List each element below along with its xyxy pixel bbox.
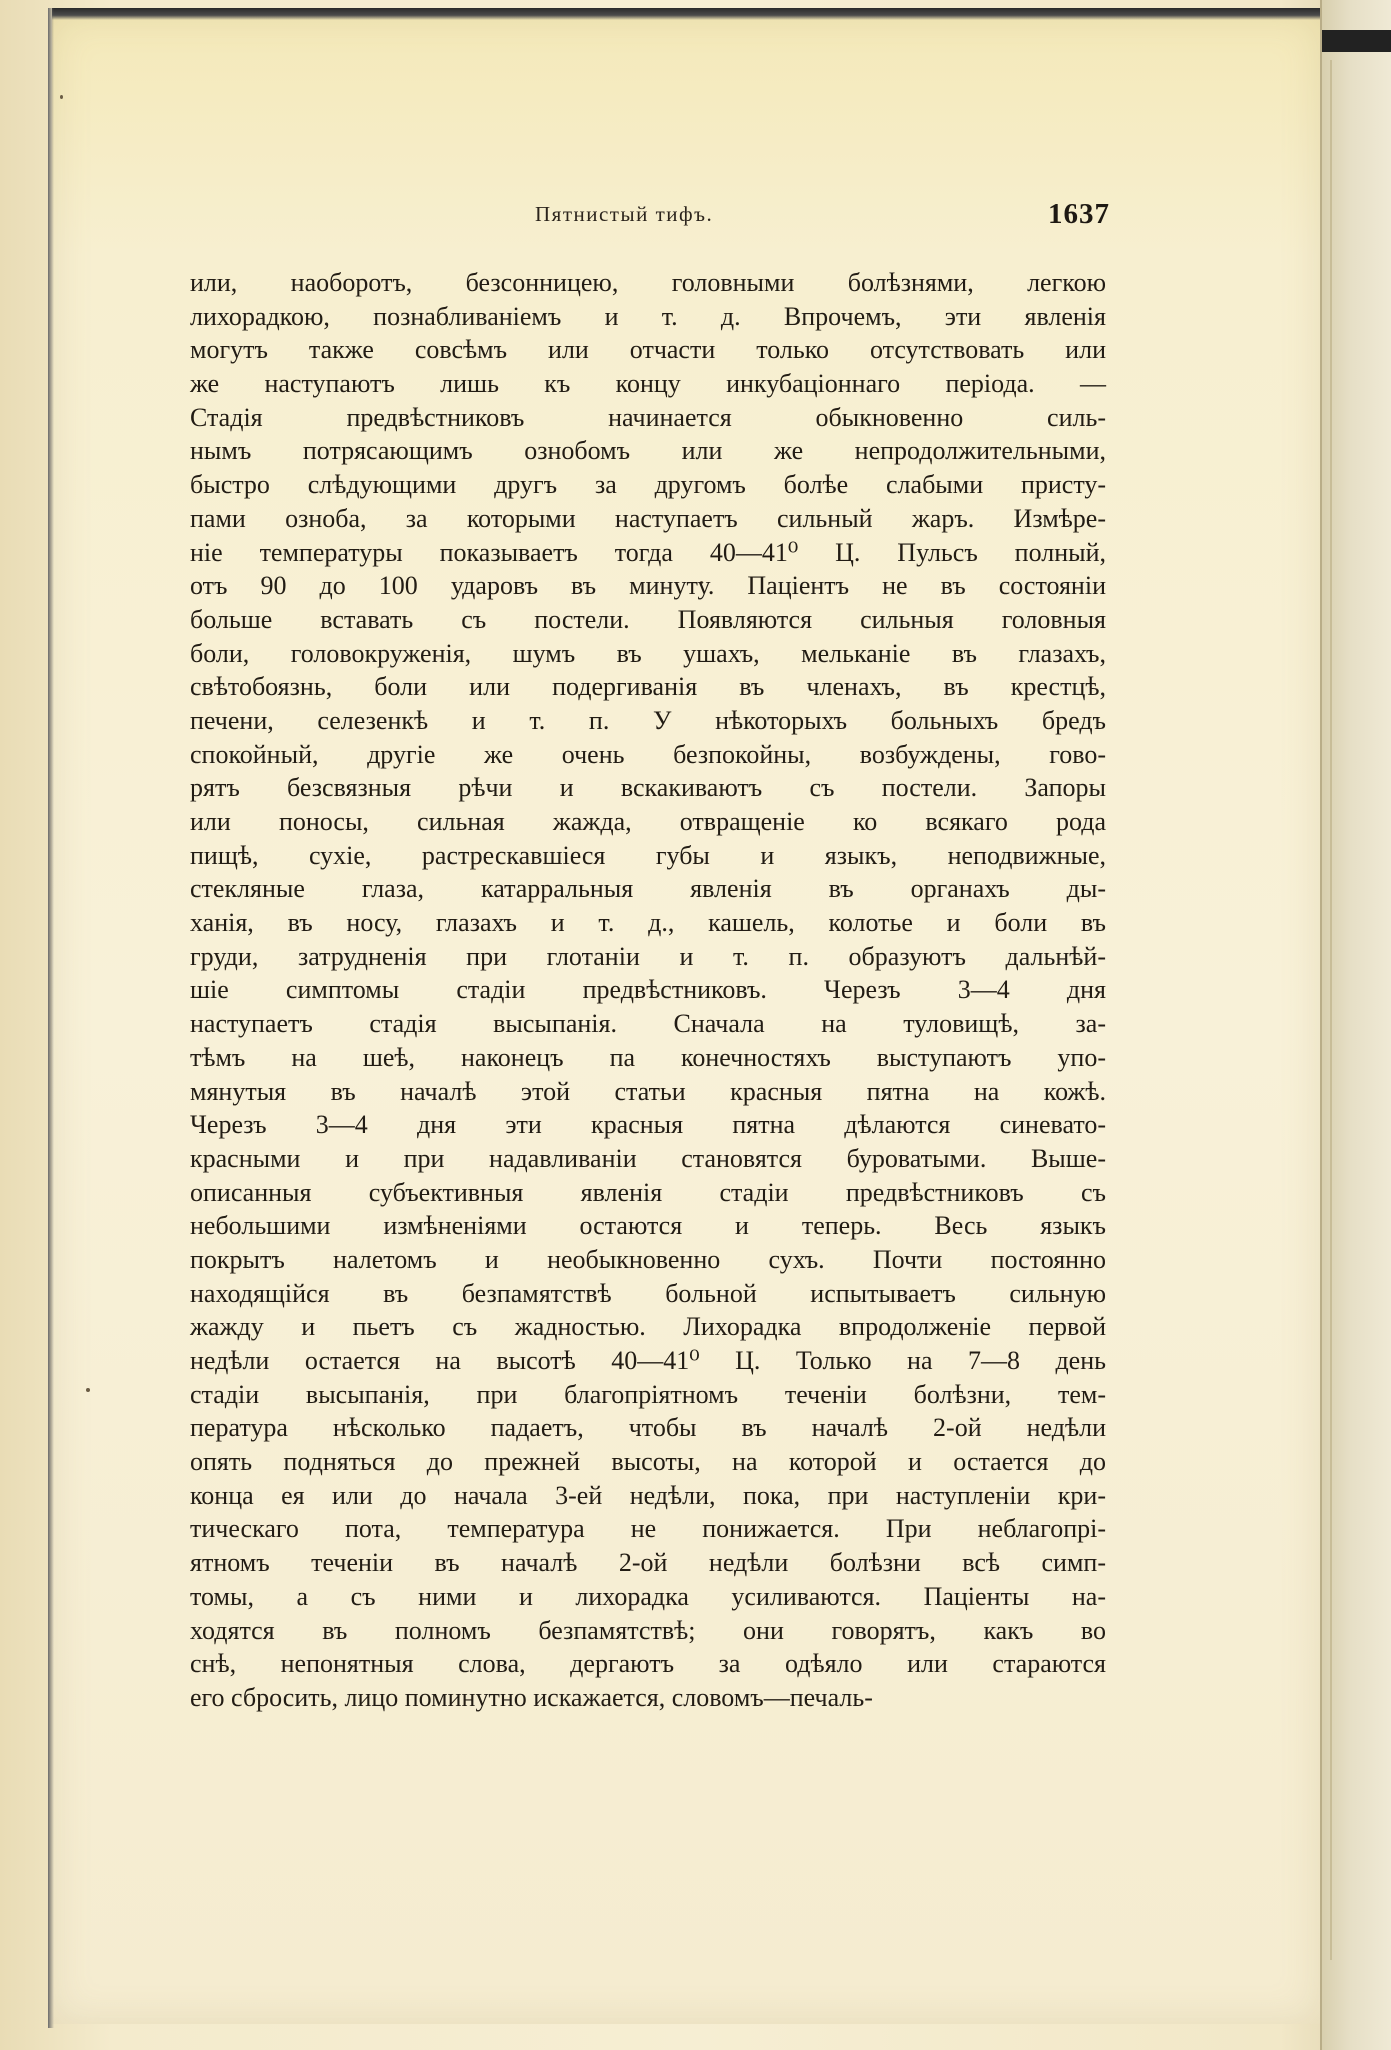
text-line: ханія, въ носу, глазахъ и т. д., кашель, колотье и боли въ bbox=[190, 908, 1106, 938]
text-line: печени, селезенкѣ и т. п. У нѣкоторыхъ больныхъ бредъ bbox=[190, 705, 1106, 735]
text-line: тѣмъ на шеѣ, наконецъ па конечностяхъ выступаютъ упо- bbox=[190, 1042, 1106, 1072]
text-line: жажду и пьетъ съ жадностью. Лихорадка впродолженіе первой bbox=[190, 1312, 1106, 1342]
body-text bbox=[190, 266, 1106, 1715]
text-line: конца ея или до начала 3-ей недѣли, пока, при наступленіи кри- bbox=[190, 1480, 1106, 1510]
text-line: недѣли остается на высотѣ 40—41⁰ Ц. Только на 7—8 день bbox=[190, 1346, 1106, 1375]
text-line: стадіи высыпанія, при благопріятномъ теченіи болѣзни, тем- bbox=[190, 1379, 1106, 1409]
text-line: же наступаютъ лишь къ концу инкубаціоннаго періода. — bbox=[190, 369, 1106, 399]
text-line: мянутыя въ началѣ этой статьи красныя пятна на кожѣ. bbox=[190, 1076, 1106, 1106]
text-line: лихорадкою, познабливаніемъ и т. д. Впрочемъ, эти явленія bbox=[190, 301, 1106, 331]
text-line: небольшими измѣненіями остаются и теперь. Весь языкъ bbox=[190, 1211, 1106, 1241]
text-line: нымъ потрясающимъ ознобомъ или же непродолжительными, bbox=[190, 436, 1106, 466]
scan-edge-bar bbox=[1322, 30, 1391, 52]
text-line: наступаетъ стадія высыпанія. Сначала на туловищѣ, за- bbox=[190, 1009, 1106, 1039]
scan-speck bbox=[86, 1388, 90, 1392]
text-line: пищѣ, сухіе, растрескавшіеся губы и языкъ, неподвижные, bbox=[190, 840, 1106, 870]
text-line: пература нѣсколько падаетъ, чтобы въ началѣ 2-ой недѣли bbox=[190, 1413, 1106, 1443]
text-line: его сбросить, лицо поминутно искажается, словомъ—печаль- bbox=[190, 1682, 873, 1712]
text-line: спокойный, другіе же очень безпокойны, возбуждены, гово- bbox=[190, 739, 1106, 769]
text-line: стекляные глаза, катарральныя явленія въ органахъ ды- bbox=[190, 874, 1106, 904]
text-line: груди, затрудненія при глотаніи и т. п. образуютъ дальнѣй- bbox=[190, 941, 1106, 971]
scan-edge-strip bbox=[1330, 60, 1332, 1960]
text-line: больше вставать съ постели. Появляются сильныя головныя bbox=[190, 604, 1106, 634]
page-left-shadow bbox=[48, 8, 54, 2028]
text-line: отъ 90 до 100 ударовъ въ минуту. Паціентъ не въ состояніи bbox=[190, 571, 1106, 601]
text-line: рятъ безсвязныя рѣчи и вскакиваютъ съ постели. Запоры bbox=[190, 773, 1106, 803]
scan-speck bbox=[60, 95, 63, 99]
text-line: томы, а съ ними и лихорадка усиливаются. Паціенты на- bbox=[190, 1581, 1106, 1611]
text-line: боли, головокруженія, шумъ въ ушахъ, мельканіе въ глазахъ, bbox=[190, 638, 1106, 668]
text-line: находящійся въ безпамятствѣ больной испытываетъ сильную bbox=[190, 1278, 1106, 1308]
text-line: красными и при надавливаніи становятся буроватыми. Выше- bbox=[190, 1143, 1106, 1173]
text-line: опять подняться до прежней высоты, на которой и остается до bbox=[190, 1447, 1106, 1477]
text-line: Черезъ 3—4 дня эти красныя пятна дѣлаются синевато- bbox=[190, 1110, 1106, 1140]
text-line: тическаго пота, температура не понижается. При неблагопрі- bbox=[190, 1514, 1106, 1544]
text-line: снѣ, непонятныя слова, дергаютъ за одѣяло или стараются bbox=[190, 1649, 1106, 1679]
text-line: быстро слѣдующими другъ за другомъ болѣе слабыми присту- bbox=[190, 470, 1106, 500]
text-line: покрытъ налетомъ и необыкновенно сухъ. Почти постоянно bbox=[190, 1244, 1106, 1274]
text-line: ходятся въ полномъ безпамятствѣ; они говорятъ, какъ во bbox=[190, 1615, 1106, 1645]
text-line: свѣтобоязнь, боли или подергиванія въ членахъ, въ крестцѣ, bbox=[190, 672, 1106, 702]
text-line: шіе симптомы стадіи предвѣстниковъ. Черезъ 3—4 дня bbox=[190, 975, 1106, 1005]
text-line: описанныя субъективныя явленія стадіи предвѣстниковъ съ bbox=[190, 1177, 1106, 1207]
text-line: Стадія предвѣстниковъ начинается обыкновенно силь- bbox=[190, 402, 1106, 432]
text-line: ятномъ теченіи въ началѣ 2-ой недѣли болѣзни всѣ симп- bbox=[190, 1548, 1106, 1578]
page-header bbox=[190, 198, 1110, 238]
page-top-shadow bbox=[52, 8, 1320, 20]
text-line: или поносы, сильная жажда, отвращеніе ко всякаго рода bbox=[190, 807, 1106, 836]
text-line: ніе температуры показываетъ тогда 40—41⁰ Ц. Пульсъ полный, bbox=[190, 537, 1106, 567]
text-line: или, наоборотъ, безсонницею, головными болѣзнями, легкою bbox=[190, 268, 1106, 297]
text-line: пами озноба, за которыми наступаетъ сильный жаръ. Измѣре- bbox=[190, 503, 1106, 533]
text-line: могутъ также совсѣмъ или отчасти только отсутствовать или bbox=[190, 335, 1106, 365]
running-title: Пятнистый тифъ. bbox=[535, 202, 714, 226]
page-number: 1637 bbox=[1048, 198, 1110, 230]
